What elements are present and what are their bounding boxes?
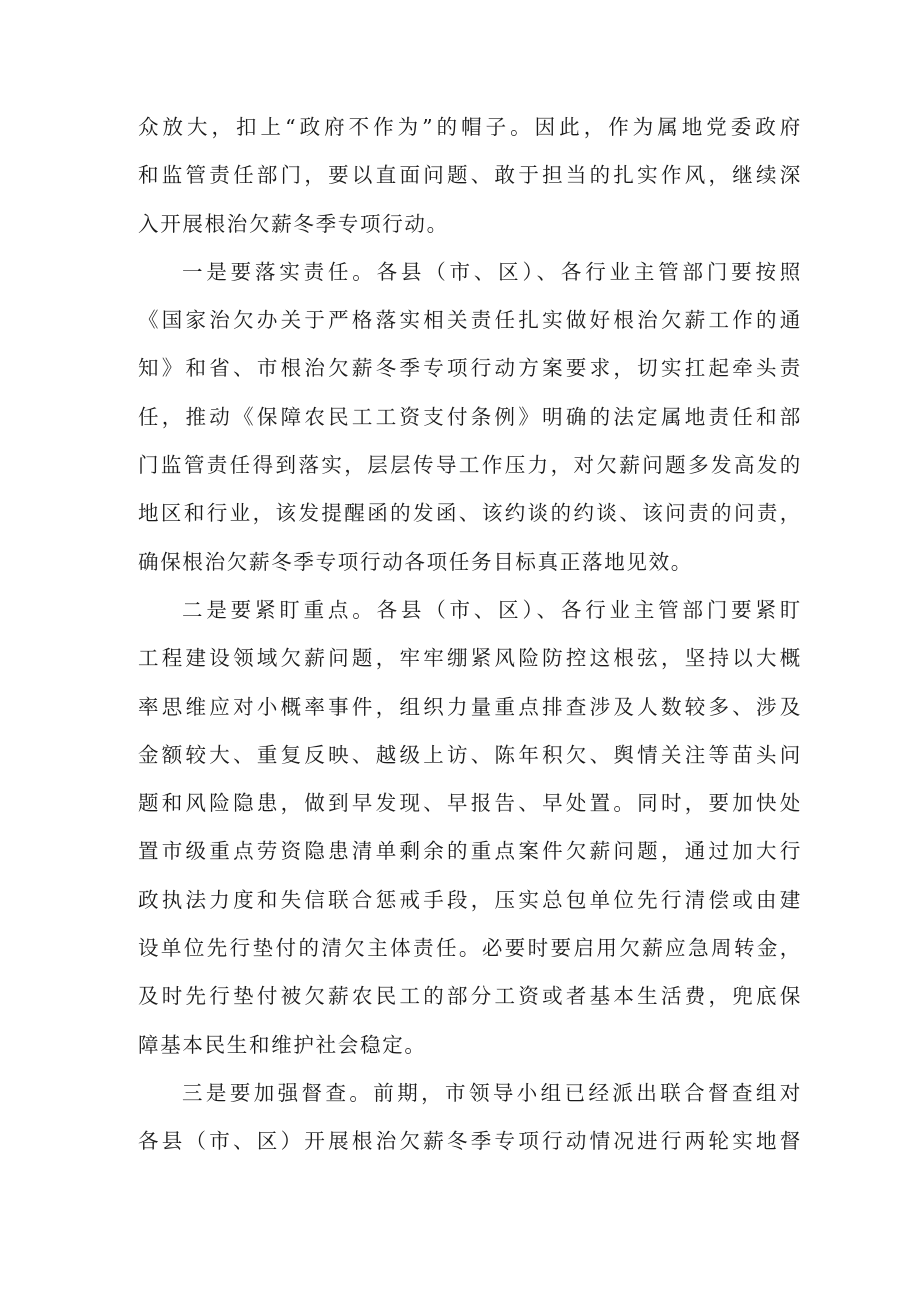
text-line: 题和风险隐患，做到早发现、早报告、早处置。同时，要加快处	[138, 791, 802, 816]
text-line: 知》和省、市根治欠薪冬季专项行动方案要求，切实扛起牵头责	[138, 356, 802, 381]
document-body	[138, 103, 802, 1166]
text-line: 《国家治欠办关于严格落实相关责任扎实做好根治欠薪工作的通	[138, 308, 802, 333]
text-line: 障基本民生和维护社会稳定。	[138, 1032, 427, 1057]
text-line: 及时先行垫付被欠薪农民工的部分工资或者基本生活费，兜底保	[138, 984, 802, 1009]
text-line: 入开展根治欠薪冬季专项行动。	[138, 211, 449, 236]
text-line: 置市级重点劳资隐患清单剩余的重点案件欠薪问题，通过加大行	[138, 839, 802, 864]
text-line: 政执法力度和失信联合惩戒手段，压实总包单位先行清偿或由建	[138, 887, 802, 912]
text-line: 确保根治欠薪冬季专项行动各项任务目标真正落地见效。	[138, 549, 693, 574]
text-line: 一是要落实责任。各县（市、区）、各行业主管部门要按照	[182, 259, 802, 284]
text-line: 工程建设领域欠薪问题，牢牢绷紧风险防控这根弦，坚持以大概	[138, 646, 802, 671]
text-line: 地区和行业，该发提醒函的发函、该约谈的约谈、该问责的问责，	[138, 501, 802, 526]
text-line: 任，推动《保障农民工工资支付条例》明确的法定属地责任和部	[138, 404, 802, 429]
paragraph-supervision	[138, 1069, 802, 1166]
text-line: 各县（市、区）开展根治欠薪冬季专项行动情况进行两轮实地督	[138, 1129, 802, 1154]
text-line: 和监管责任部门，要以直面问题、敢于担当的扎实作风，继续深	[138, 163, 802, 188]
text-line: 三是要加强督查。前期，市领导小组已经派出联合督查组对	[182, 1080, 802, 1105]
text-line: 二是要紧盯重点。各县（市、区）、各行业主管部门要紧盯	[182, 597, 802, 622]
text-line: 率思维应对小概率事件，组织力量重点排查涉及人数较多、涉及	[138, 694, 802, 719]
text-line: 金额较大、重复反映、越级上访、陈年积欠、舆情关注等苗头问	[138, 742, 802, 767]
text-line: 设单位先行垫付的清欠主体责任。必要时要启用欠薪应急周转金，	[138, 936, 802, 961]
paragraph-focus	[138, 586, 802, 1069]
text-line: 门监管责任得到落实，层层传导工作压力，对欠薪问题多发高发的	[138, 453, 802, 478]
paragraph-intro	[138, 103, 802, 248]
paragraph-responsibility	[138, 248, 802, 586]
text-line: 众放大，扣上“政府不作为”的帽子。因此，作为属地党委政府	[138, 115, 802, 139]
